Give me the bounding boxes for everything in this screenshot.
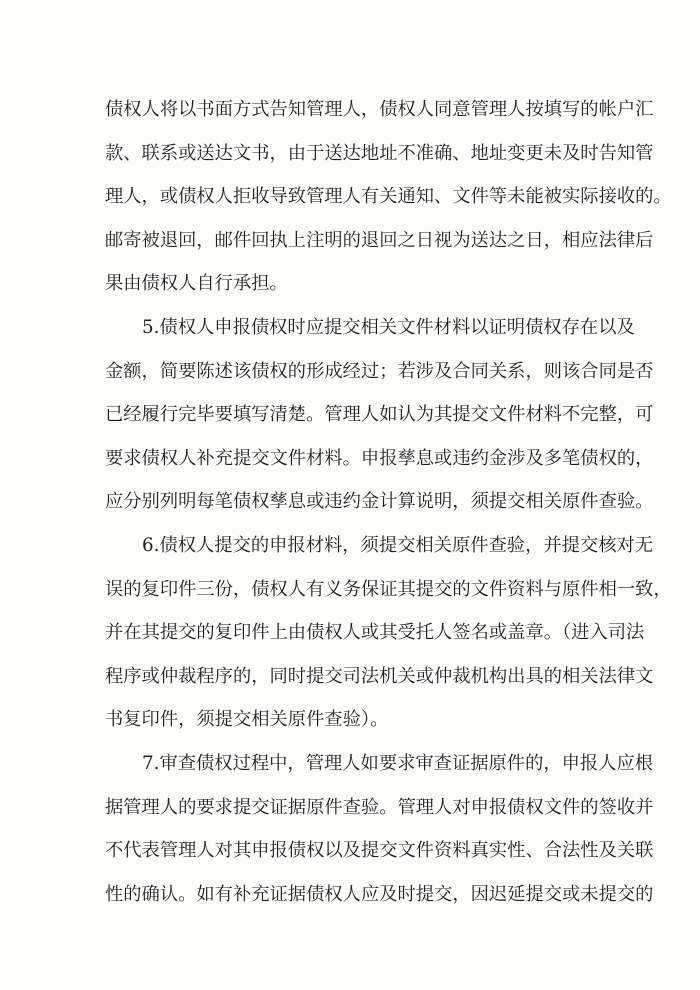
text-line: 已经履行完毕要填写清楚。管理人如认为其提交文件材料不完整，可 [105, 404, 654, 426]
text-line: 要求债权人补充提交文件材料。申报孳息或违约金涉及多笔债权的， [105, 447, 654, 469]
text-line: 性的确认。如有补充证据债权人应及时提交，因迟延提交或未提交的 [105, 883, 654, 905]
text-line: 款、联系或送达文书，由于送达地址不准确、地址变更未及时告知管 [105, 142, 654, 164]
text-line: 果由债权人自行承担。 [105, 273, 288, 295]
text-line: 应分别列明每笔债权孳息或违约金计算说明，须提交相关原件查验。 [105, 491, 654, 513]
paragraph-5-first-line: 5.债权人申报债权时应提交相关文件材料以证明债权存在以及 [142, 316, 635, 338]
text-line: 据管理人的要求提交证据原件查验。管理人对申报债权文件的签收并 [105, 796, 654, 818]
text-line: 程序或仲裁程序的，同时提交司法机关或仲裁机构出具的相关法律文 [105, 665, 654, 687]
text-line: 误的复印件三份，债权人有义务保证其提交的文件资料与原件相一致， [105, 578, 672, 600]
document-body [105, 88, 672, 916]
text-line: 书复印件，须提交相关原件查验）。 [105, 709, 389, 731]
paragraph-6-first-line: 6.债权人提交的申报材料，须提交相关原件查验，并提交核对无 [142, 534, 654, 556]
text-line: 邮寄被退回，邮件回执上注明的退回之日视为送达之日，相应法律后 [105, 229, 654, 251]
text-line: 不代表管理人对其申报债权以及提交文件资料真实性、合法性及关联 [105, 840, 654, 862]
text-line: 并在其提交的复印件上由债权人或其受托人签名或盖章。（进入司法 [105, 622, 645, 644]
text-line: 金额，简要陈述该债权的形成经过；若涉及合同关系，则该合同是否 [105, 360, 654, 382]
text-line: 债权人将以书面方式告知管理人，债权人同意管理人按填写的帐户汇 [105, 99, 654, 120]
text-line: 理人，或债权人拒收导致管理人有关通知、文件等未能被实际接收的。 [105, 186, 672, 208]
paragraph-7-first-line: 7.审查债权过程中，管理人如要求审查证据原件的，申报人应根 [142, 752, 654, 774]
